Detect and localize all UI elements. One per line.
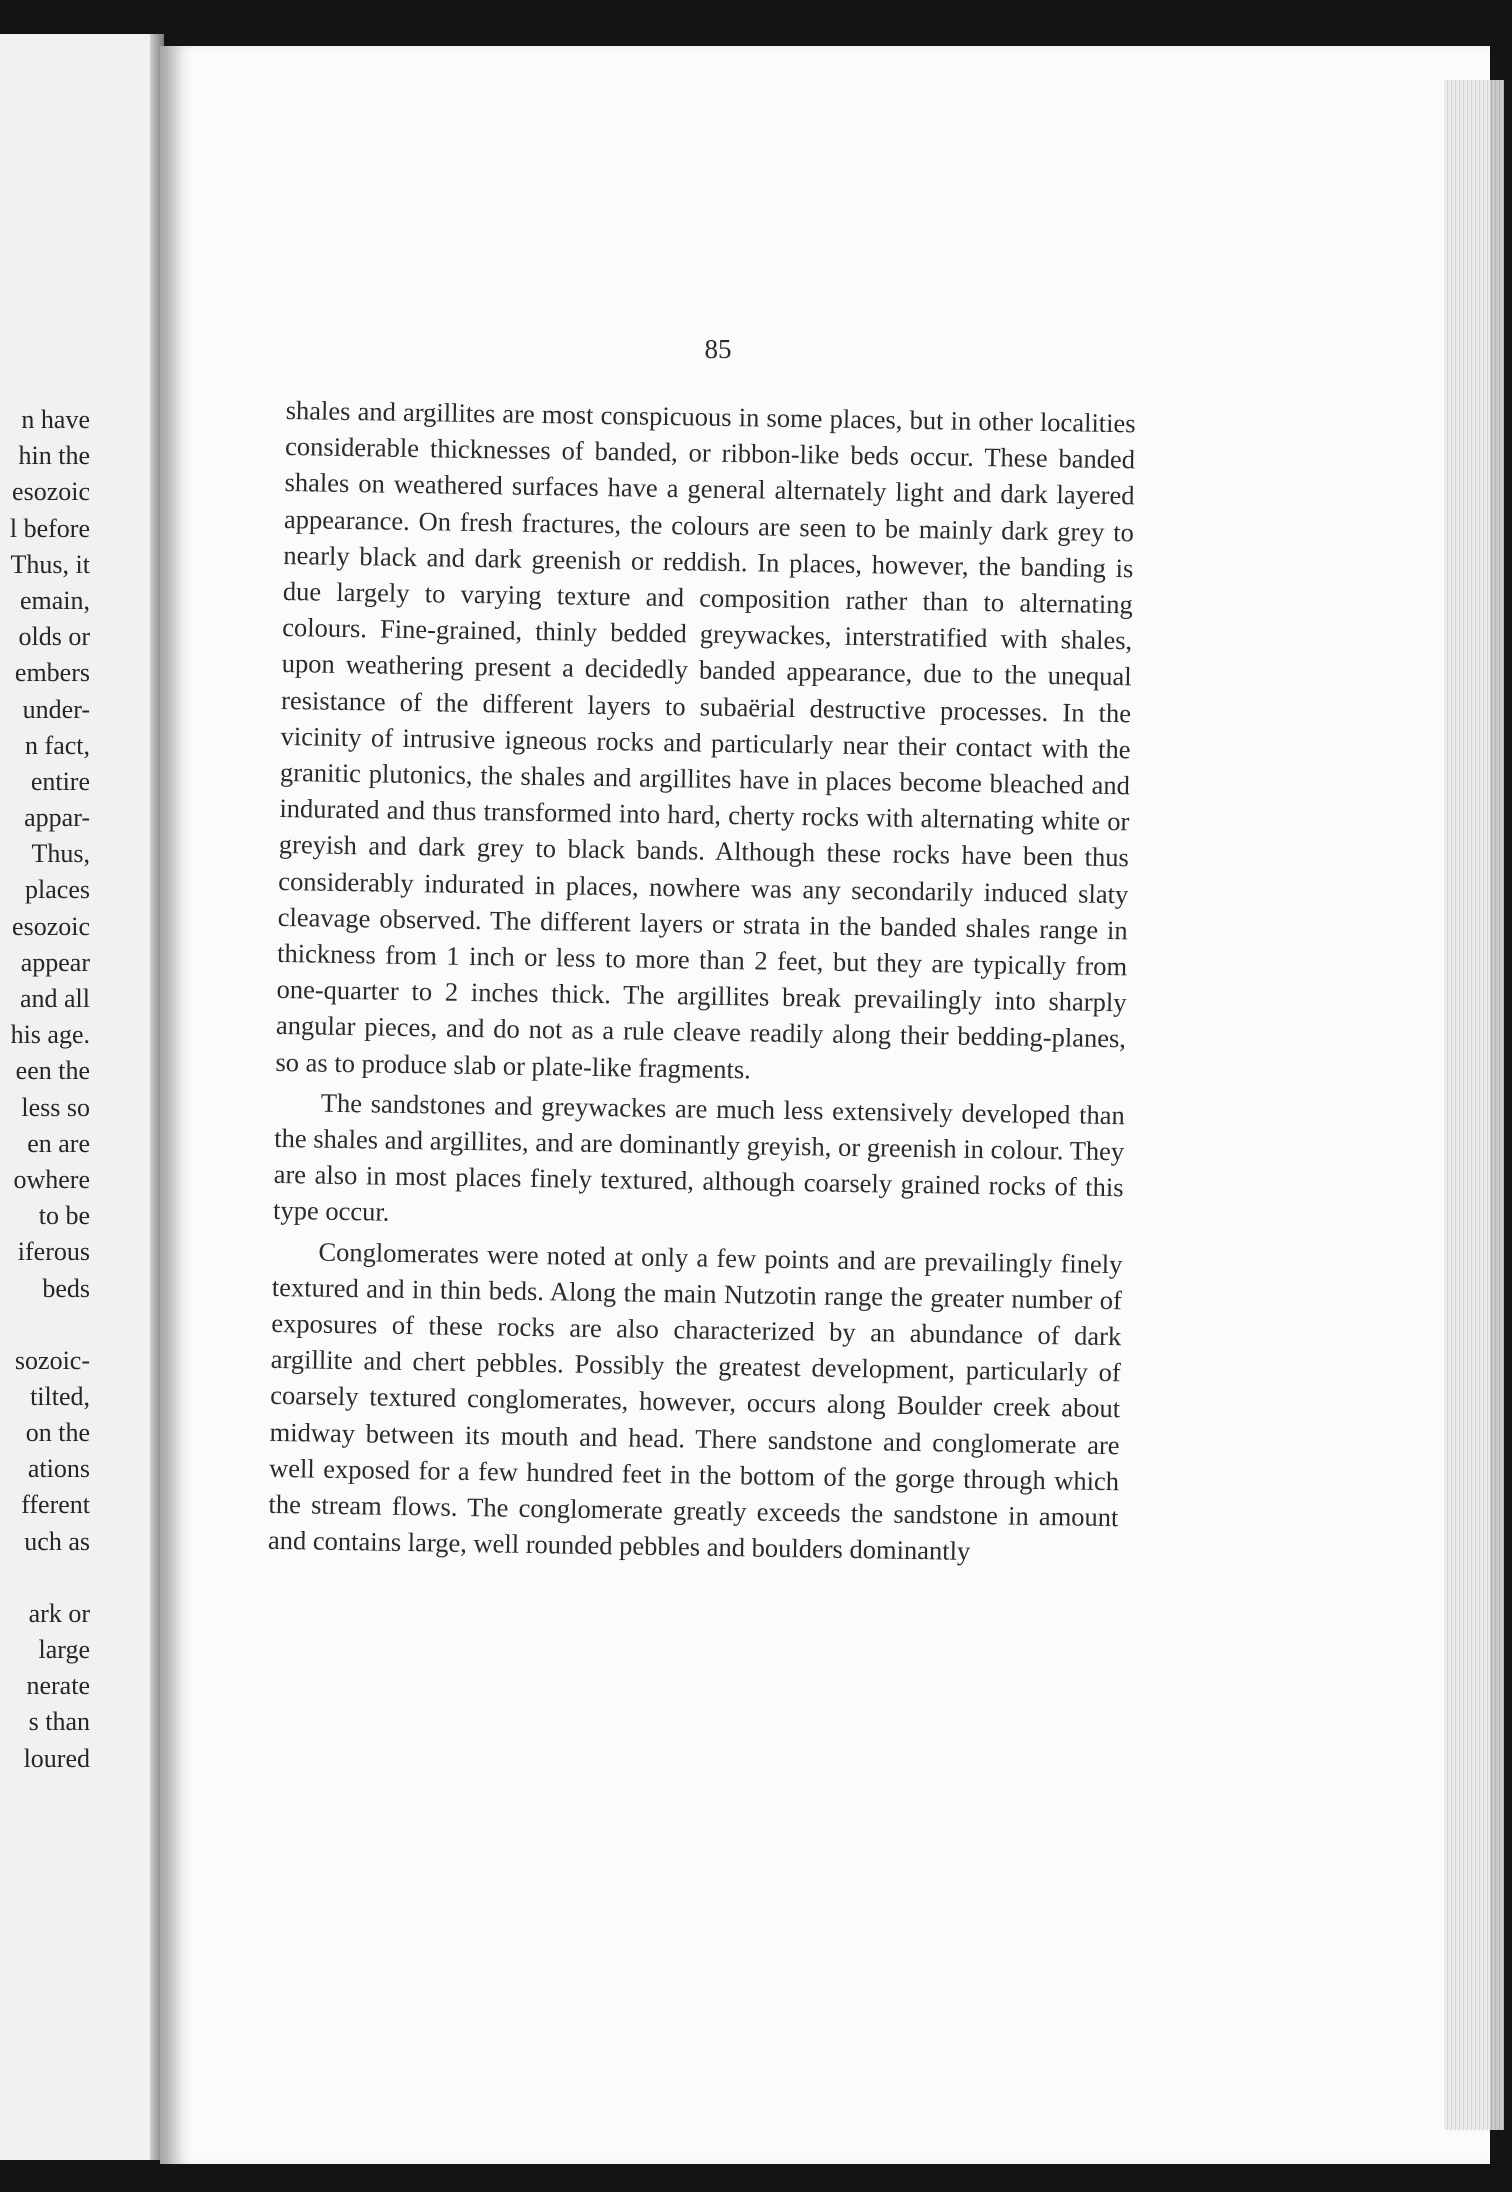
left-page-line: een the — [15, 1056, 90, 1086]
paragraph-3: Conglomerates were noted at only a few points and are prevailingly finely textured and in thin beds. Along the main Nutzotin range the greater number of exposures of these rocks are also characterized by an abundance of dark argillite and chert pebbles. Possibly the greatest development, particularly of coarsely textured conglomerates, however, occurs along Boulder creek about midway between its mouth and head. There sandstone and conglomerate are well exposed for a few hundred feet in the bottom of the gorge through which the stream flows. The conglomerate greatly exceeds the sandstone in amount and contains large, well rounded pebbles and boulders dominantly — [267, 1236, 1123, 1567]
left-page-line: esozoic — [12, 911, 90, 941]
left-page-line: olds or — [18, 622, 90, 652]
left-page-line: s than — [28, 1707, 90, 1737]
left-page-line: and all — [19, 984, 90, 1013]
left-page-line: ark or — [28, 1598, 90, 1628]
left-page-line: under- — [22, 694, 90, 724]
left-page-line: emain, — [19, 585, 90, 615]
left-page-line: sozoic- — [14, 1345, 90, 1375]
left-page-line: n have — [21, 405, 90, 434]
left-page-line: embers — [14, 658, 90, 688]
left-page-line: ations — [27, 1454, 90, 1484]
left-page-line: hin the — [18, 441, 90, 471]
body-text — [268, 392, 1136, 1572]
left-page-line: loured — [23, 1743, 90, 1773]
left-page-line — [0, 1560, 90, 1596]
page-number: 85 — [704, 334, 732, 364]
left-facing-page — [0, 34, 160, 2160]
left-page-line: owhere — [13, 1164, 90, 1194]
left-page-line: tilted, — [30, 1381, 90, 1411]
left-page-line: esozoic — [12, 477, 90, 507]
left-page-line: entire — [30, 766, 90, 796]
left-page-line: iferous — [17, 1237, 90, 1267]
left-page-line: fferent — [21, 1490, 90, 1520]
left-page-line: to be — [38, 1201, 90, 1231]
left-page-line: en are — [27, 1128, 90, 1158]
left-page-line: places — [25, 875, 90, 905]
left-page-line: appar- — [24, 803, 90, 833]
left-page-line: less so — [21, 1092, 90, 1122]
left-page-line: beds — [42, 1273, 90, 1303]
left-page-line: Thus, — [31, 839, 90, 869]
page-edges — [1444, 80, 1504, 2130]
left-page-line: l before — [9, 513, 90, 543]
paragraph-2: The sandstones and greywackes are much less extensively developed than the shales and argillites, and are dominantly greyish, or greenish in colour. They are also in most places finely textured, although coarsely grained rocks of this type occur. — [272, 1087, 1125, 1228]
left-page-line: Thus, it — [10, 549, 90, 579]
left-page-line: appear — [20, 947, 90, 977]
paragraph-1: shales and argillites are most conspicuous in some places, but in other localities considerable thicknesses of banded, or ribbon-like beds occur. These banded shales on weathered surfaces have a general alternately light and dark layered appearance. On fresh fractures, the colours are seen to be mainly dark grey to nearly black and dark greenish or reddish. In places, however, the banding is due largely to varying texture and composition rather than to alternating colours. Fine-grained, thinly bedded greywackes, interstratified with shales, upon weathering present a decidedly banded appearance, due to the unequal resistance of the different layers to subaërial destructive processes. In the vicinity of intrusive igneous rocks and particularly near their contact with the granitic plutonics, the shales and argillites have in places become bleached and indurated and thus transformed into hard, cherty rocks with alternating white or greyish and dark grey to black bands. Although these rocks have been thus considerably indurated in places, nowhere was any secondarily induced slaty cleavage observed. The different layers or strata in the banded shales range in thickness from 1 inch or less to more than 2 feet, but they are typically from one-quarter to 2 inches thick. The argillites break prevailingly into sharply angular pieces, and do not as a rule cleave readily along their bedding-planes, so as to produce slab or plate-like fragments. — [275, 394, 1136, 1085]
left-page-line: n fact, — [25, 730, 90, 760]
left-page-line: uch as — [24, 1526, 90, 1556]
left-page-line: nerate — [26, 1671, 90, 1701]
left-page-line: on the — [25, 1418, 90, 1448]
left-page-line — [0, 1307, 90, 1343]
left-page-text — [0, 402, 90, 1777]
left-page-line: his age. — [10, 1020, 90, 1050]
left-page-line: large — [38, 1635, 90, 1664]
